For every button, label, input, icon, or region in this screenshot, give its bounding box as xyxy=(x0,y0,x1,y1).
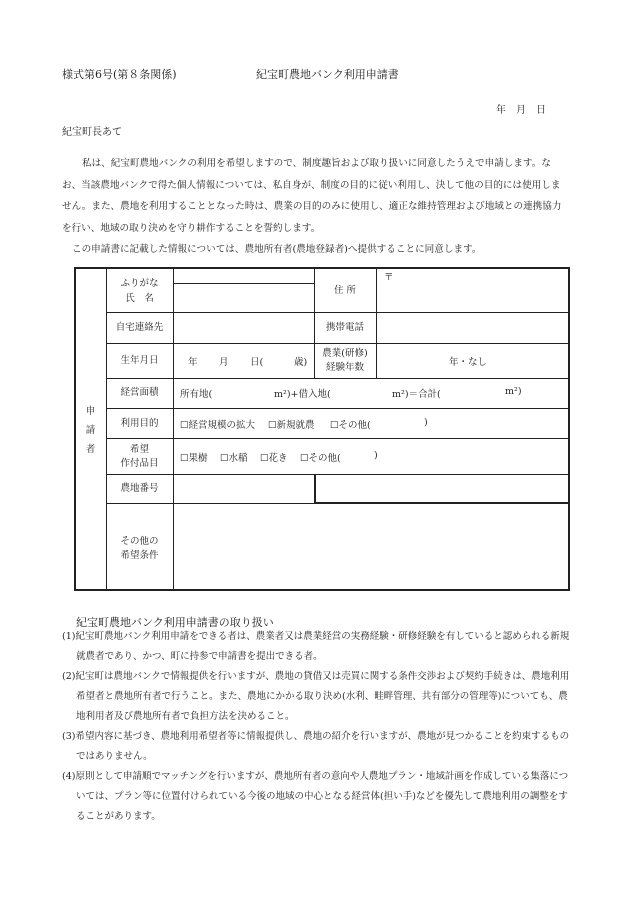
mobile-phone-field[interactable] xyxy=(378,314,568,342)
birth-month-unit: 月 xyxy=(219,357,229,368)
birth-year-unit: 年 xyxy=(188,357,198,368)
crop-fruit-checkbox[interactable]: ☐果樹 xyxy=(180,453,208,464)
side-label-char: 請 xyxy=(85,425,96,436)
address-label: 住 所 xyxy=(333,285,357,296)
divider-row5 xyxy=(106,438,569,439)
divider-row7 xyxy=(106,503,315,504)
crop-other-checkbox[interactable]: ☐その他( xyxy=(300,453,341,464)
postal-mark: 〒 xyxy=(384,272,394,283)
divider-row2 xyxy=(106,343,569,344)
intro-paragraph-1: 私は、紀宝町農地バンクの利用を希望しますので、制度趣旨および取り扱いに同意したうえで申請します。なお、当該農地バンクで得た個人情報については、私自身が、制度の目的に従い利用し、決して他の目的には使用しません。また、農地を利用することとなった時は、農業の目的のみに使用し、適正な維持管理および地域との連携協力を行い、地域の取り決めを守り耕作することを誓約します。 xyxy=(62,158,562,234)
birth-day-unit: 日( xyxy=(250,357,264,368)
handling-title: 紀宝町農地バンク利用申請書の取り扱い xyxy=(76,616,274,629)
divider-row1 xyxy=(106,312,569,313)
address-field[interactable] xyxy=(378,270,568,311)
other-conditions-field[interactable] xyxy=(175,506,568,589)
applicant-side-label xyxy=(75,402,106,459)
mobile-phone-label: 携帯電話 xyxy=(325,322,364,333)
divider-row3 xyxy=(106,378,569,379)
purpose-expand-checkbox[interactable]: ☐経営規模の拡大 xyxy=(180,420,256,431)
divider-label xyxy=(173,268,174,590)
divider-row4 xyxy=(106,408,569,409)
other-conditions-label-2: 希望条件 xyxy=(120,550,159,561)
side-label-char: 申 xyxy=(85,406,96,417)
home-phone-field[interactable] xyxy=(175,314,312,342)
parcel-step-vertical xyxy=(314,474,316,503)
handling-item: (2)紀宝町は農地バンクで情報提供を行いますが、農地の貸借又は売買に関する条件交渉および契約手続きは、農地利用希望者と農地所有者で行うこと。また、農地にかかる取り決め(水利、畦畔管理、共有部分の管理等)についても、農地利用者及び農地所有者で負担方法を決めること。 xyxy=(62,671,570,722)
crop-label-2: 作付品目 xyxy=(120,458,159,469)
divider-row6 xyxy=(106,474,569,475)
form-number: 様式第6号(第８条関係) xyxy=(62,68,177,81)
farm-experience-label-2: 経験年数 xyxy=(325,362,364,373)
crop-rice-checkbox[interactable]: ☐水稲 xyxy=(220,453,248,464)
name-label: 氏 名 xyxy=(125,293,154,304)
intro-paragraph-2: この申請書に記載した情報については、農地所有者(農地登録者)へ提供することに同意します。 xyxy=(72,244,482,255)
parcel-number-field[interactable] xyxy=(175,476,312,502)
purpose-label: 利用目的 xyxy=(120,418,159,429)
furigana-label: ふりがな xyxy=(120,278,159,289)
name-field[interactable] xyxy=(175,285,312,311)
date-line: 年 月 日 xyxy=(496,105,546,116)
divider-furigana xyxy=(173,283,314,284)
area-owned[interactable]: 所有地( xyxy=(180,389,213,400)
handling-item: (3)希望内容に基づき、農地利用希望者等に情報提供し、農地の紹介を行いますが、農地が見つかることを約束するものではありません。 xyxy=(62,731,570,762)
parcel-number-label: 農地番号 xyxy=(120,483,159,494)
birthdate-label: 生年月日 xyxy=(120,355,159,366)
area-label: 経営面積 xyxy=(120,387,159,398)
parcel-step-horizontal xyxy=(314,502,570,504)
purpose-other-close: ) xyxy=(424,417,428,428)
page-title: 紀宝町農地バンク利用申請書 xyxy=(256,68,399,81)
area-total[interactable]: m²)＝合計( xyxy=(392,389,441,400)
handling-item: (1)紀宝町農地バンク利用申請をできる者は、農業者又は農業経営の実務経験・研修経験を有していると認められる新規就農者であり、かつ、町に持参で申請書を提出できる者。 xyxy=(62,631,570,662)
birth-age-unit: 歳) xyxy=(294,357,308,368)
home-phone-label: 自宅連絡先 xyxy=(115,322,164,333)
area-total-unit: m²) xyxy=(505,386,522,397)
crop-label-1: 希望 xyxy=(129,444,149,455)
farm-experience-value[interactable]: 年・なし xyxy=(449,357,488,368)
side-label-char: 者 xyxy=(85,444,96,455)
farm-experience-label-1: 農業(研修) xyxy=(322,348,368,359)
furigana-field[interactable] xyxy=(175,270,312,282)
handling-notes xyxy=(62,627,572,827)
addressee: 紀宝町長あて xyxy=(62,127,122,138)
handling-item: (4)原則として申請順でマッチングを行いますが、農地所有者の意向や人農地プラン・地域計画を作成している集落については、プラン等に位置付けられている今後の地域の中心となる経営体(担い手)などを優先して農地利用の調整をすることがあります。 xyxy=(62,771,569,822)
other-conditions-label-1: その他の xyxy=(120,536,159,547)
crop-other-close: ) xyxy=(374,450,378,461)
intro-block xyxy=(62,153,567,261)
area-rented[interactable]: m²)+借入地( xyxy=(274,389,331,400)
crop-flower-checkbox[interactable]: ☐花き xyxy=(260,453,288,464)
purpose-new-farmer-checkbox[interactable]: ☐新規就農 xyxy=(268,420,315,431)
divider-mid2 xyxy=(376,268,377,378)
purpose-other-checkbox[interactable]: ☐その他( xyxy=(330,420,371,431)
